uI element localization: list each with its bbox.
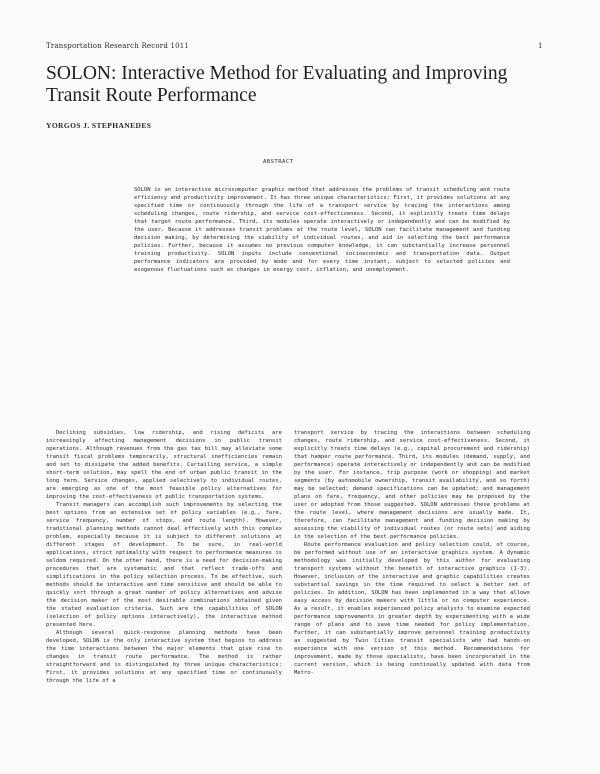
body-left-column	[46, 429, 282, 685]
body-paragraph: Route performance evaluation and policy selection could, of course, be performed without use of an interactive graphics system. A dynamic methodology was initially developed by this author for evaluating transport systems without the benefit of interactive graphics (1-3). However, inclusion of the interactive and graphic capabilities creates substantial savings in the time required to select a better set of policies. In addition, SOLON has been implemented in a way that allows easy access by decision makers with little or no computer experience. As a result, it enables experienced policy analysts to examine expected performance improvements in greater depth by experimenting with a wide range of plans and to save time needed for policy implementation. Further, it can substantially improve personnel training productivity as suggested by Twin Cities transit specialists who had hands-on experience with one version of this method. Recommendations for improvement, made by those specialists, have been incorporated in the current version, which is being continually updated with data from Metro-	[294, 542, 530, 676]
body-paragraph: transport service by tracing the interactions between scheduling changes, route ridership, and service cost-effectiveness. Second, it explicitly treats time delays (e.g., capital procurement and ridership) that hamper route performance. Third, its modules (demand, supply, and performance) operate interactively or independently and can be modified by the user. For instance, trip purpose (work or shopping) and market segments (by automobile ownership, transit availability, and so forth) may be selected; demand specifications can be updated; and management plans on fare, frequency, and other policies may be proposed by the user or adopted from those suggested. SOLON addresses these problems at the route level, where management decisions are usually made. It, therefore, can facilitate management and funding decision making by assessing the viability of individual routes (or route sets) and aiding in the selection of the best performance policies.	[294, 430, 530, 540]
abstract-text: SOLON is an interactive microcomputer graphic method that addresses the problems of transit scheduling and route efficiency and productivity improvement. It has three unique characteristics: First, it provides solutions at any specified time or continuously through the life of a transport service by tracing the interactions among scheduling changes, route ridership, and service cost-effectiveness. Second, it explicitly treats time delays that target route performance. Third, its modules operate interactively or independently and can be modified by the user. Because it addresses transit problems at the route level, SOLON can facilitate management and funding decision making, by determining the viability of individual routes, and aid in selecting the best performance policies. Further, because it assumes no previous computer knowledge, it can substantially increase personnel training productivity. SOLON inputs include conventional socioeconomic and transportation data. Output performance indicators are provided by mode and for every time instant, subject to selected policies and exogenous fluctuations such as changes in energy cost, inflation, and unemployment.	[134, 187, 510, 273]
body-paragraph: Declining subsidies, low ridership, and rising deficits are increasingly affecting management decisions in public transit operations. Although revenues from the gas tax bill may alleviate some transit fiscal problems temporarily, structural inefficiencies remain and set to dissipate the added benefits. Curtailing service, a simple short-term solution, may spell the end of urban public transit in the long term. Service changes, applied selectively to individual routes, are emerging as one of the most feasible policy alternatives for improving the cost-effectiveness of public transportation systems.	[46, 430, 282, 500]
body-paragraph: Although several quick-response planning methods have been developed, SOLON is the only interactive system that begins to address the time interactions between the major elements that give rise to changes in transit route performance. The method is rather straightforward and is distinguished by three unique characteristics: First, it provides solutions at any specified time or continuously through the life of a	[46, 630, 282, 684]
author-name: YORGOS J. STEPHANEDES	[46, 121, 152, 130]
body-right-column	[294, 429, 530, 677]
abstract-heading: ABSTRACT	[263, 159, 294, 165]
body-paragraph: Transit managers can accomplish such improvements by selecting the best options from an extensive set of policy variables (e.g., fare, service frequency, number of stops, and route length). However, traditional planning methods cannot deal effectively with this complex problem, especially because it is subject to different solutions at different stages of development. To be sure, in real-world applications, strict optimality with respect to performance measures is seldom required. On the other hand, there is a need for decision-making procedures that are systematic and that reflect trade-offs and simplifications in the policy selection process. To be effective, such methods should be interactive and time sensitive and should be able to quickly sort through a great number of policy alternatives and advise the decision maker of the most desirable combinations obtained given the stated evaluation criteria. Such are the capabilities of SOLON (selection of policy options interactively), the interactive method presented here.	[46, 502, 282, 628]
running-head: Transportation Research Record 1011	[46, 42, 190, 50]
page-number: 1	[538, 42, 543, 50]
article-title: SOLON: Interactive Method for Evaluating and Improving Transit Route Performance	[46, 63, 508, 106]
